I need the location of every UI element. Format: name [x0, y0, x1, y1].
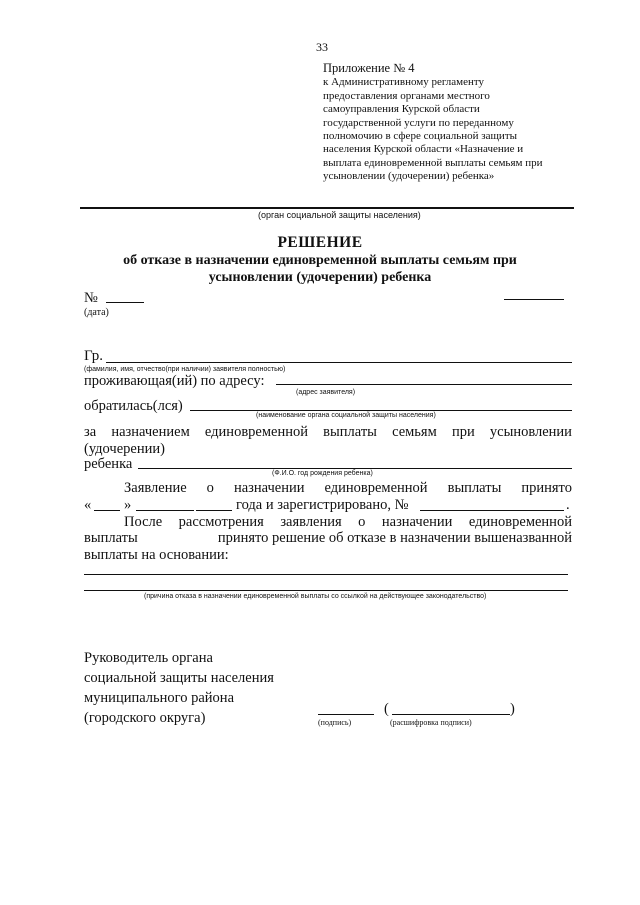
purpose-line-1: [84, 424, 572, 441]
signatory-line: Руководитель органа: [84, 650, 213, 666]
decision-title: РЕШЕНИЕ: [277, 234, 363, 251]
month-blank[interactable]: [136, 510, 194, 511]
appendix-title: Приложение № 4: [323, 61, 415, 75]
decision-word: рассмотрения: [178, 514, 264, 530]
registration-number-blank[interactable]: [420, 510, 564, 511]
paren-close: ): [510, 701, 515, 717]
child-blank[interactable]: [138, 468, 572, 469]
purpose-word: за: [84, 424, 97, 440]
appendix-line: полномочию в сфере социальной защиты: [323, 130, 518, 143]
decision-line-3: выплаты на основании:: [84, 547, 229, 563]
decision-line-2: [84, 530, 572, 547]
appendix-line: выплата единовременной выплаты семьям при: [323, 156, 543, 169]
decision-word: назначении: [381, 514, 453, 530]
appendix-line: населения Курской области «Назначение и: [323, 143, 524, 156]
appendix-line: к Административному регламенту: [323, 76, 485, 89]
signature-hint: (подпись): [318, 718, 352, 727]
subtitle-line-1: об отказе в назначении единовременной выплаты семьям при: [123, 253, 517, 268]
purpose-word: назначением: [111, 424, 190, 440]
year-blank[interactable]: [196, 510, 232, 511]
appendix-line: государственной услуги по переданному: [323, 116, 514, 129]
reason-blank-2[interactable]: [84, 590, 568, 591]
purpose-word: семьям: [392, 424, 437, 440]
signatory-line: муниципального района: [84, 690, 234, 706]
paren-open: (: [384, 701, 389, 717]
applied-blank[interactable]: [190, 410, 572, 411]
application-word: о: [206, 480, 214, 496]
purpose-word: единовременной: [204, 424, 308, 440]
purpose-line-2: (удочерении): [84, 441, 165, 457]
application-word: назначении: [233, 480, 305, 496]
appendix-line: самоуправления Курской области: [323, 103, 480, 116]
day-blank[interactable]: [94, 510, 120, 511]
decode-hint: (расшифровка подписи): [390, 718, 472, 727]
year-text: года и зарегистрировано, №: [236, 497, 409, 513]
decision-word: принято решение об отказе в назначении вышеназванной: [217, 530, 572, 546]
appendix-line: усыновлении (удочерении) ребенка»: [323, 170, 495, 183]
reason-hint: (причина отказа в назначении единовременной выплаты со ссылкой на действующее законодательство): [144, 593, 487, 600]
citizen-label: Гр.: [84, 348, 103, 364]
organ-line: [80, 207, 574, 209]
number-blank[interactable]: [106, 302, 144, 303]
signatory-line: (городского округа): [84, 710, 206, 726]
signatory-line: социальной защиты населения: [84, 670, 274, 686]
decision-word: единовременной: [468, 514, 572, 530]
application-word: единовременной: [324, 480, 428, 496]
citizen-blank[interactable]: [106, 362, 572, 363]
application-line-1: [124, 480, 572, 497]
quote-close: »: [124, 497, 132, 513]
date-hint: (дата): [84, 307, 109, 318]
number-field: [84, 290, 98, 307]
organ-hint: (орган социальной защиты населения): [258, 210, 421, 220]
child-hint: (Ф.И.О. год рождения ребенка): [272, 470, 373, 477]
page-number: 33: [316, 40, 328, 54]
quote-open: «: [84, 497, 92, 513]
address-label: проживающая(ий) по адресу:: [84, 373, 265, 389]
purpose-word: при: [451, 424, 475, 440]
application-word: принято: [521, 480, 572, 496]
appendix-line: предоставления органами местного: [323, 89, 490, 102]
applied-label: обратилась(лся): [84, 398, 183, 414]
decision-subtitle: [0, 252, 640, 286]
decision-word: выплаты: [84, 530, 138, 546]
subtitle-line-2: усыновлении (удочерении) ребенка: [208, 270, 432, 285]
decision-word: После: [124, 514, 163, 530]
end-dot: .: [566, 497, 570, 513]
decision-word: о: [358, 514, 366, 530]
application-word: выплаты: [447, 480, 502, 496]
address-blank[interactable]: [276, 384, 572, 385]
appendix-block: [323, 62, 573, 184]
date-blank[interactable]: [504, 299, 564, 300]
signature-decode-blank[interactable]: [392, 714, 510, 715]
number-label: №: [84, 290, 98, 306]
reason-blank-1[interactable]: [84, 574, 568, 575]
signature-blank[interactable]: [318, 714, 374, 715]
application-word: Заявление: [124, 480, 187, 496]
citizen-hint: (фамилия, имя, отчество(при наличии) заявителя полностью): [84, 366, 286, 373]
decision-word: заявления: [280, 514, 342, 530]
purpose-word: выплаты: [323, 424, 377, 440]
decision-line-1: [124, 514, 572, 531]
applied-hint: (наименование органа социальной защиты населения): [256, 412, 436, 419]
child-label: ребенка: [84, 456, 133, 472]
purpose-word: усыновлении: [489, 424, 572, 440]
address-hint: (адрес заявителя): [296, 389, 356, 396]
signatory-block: [84, 648, 274, 728]
